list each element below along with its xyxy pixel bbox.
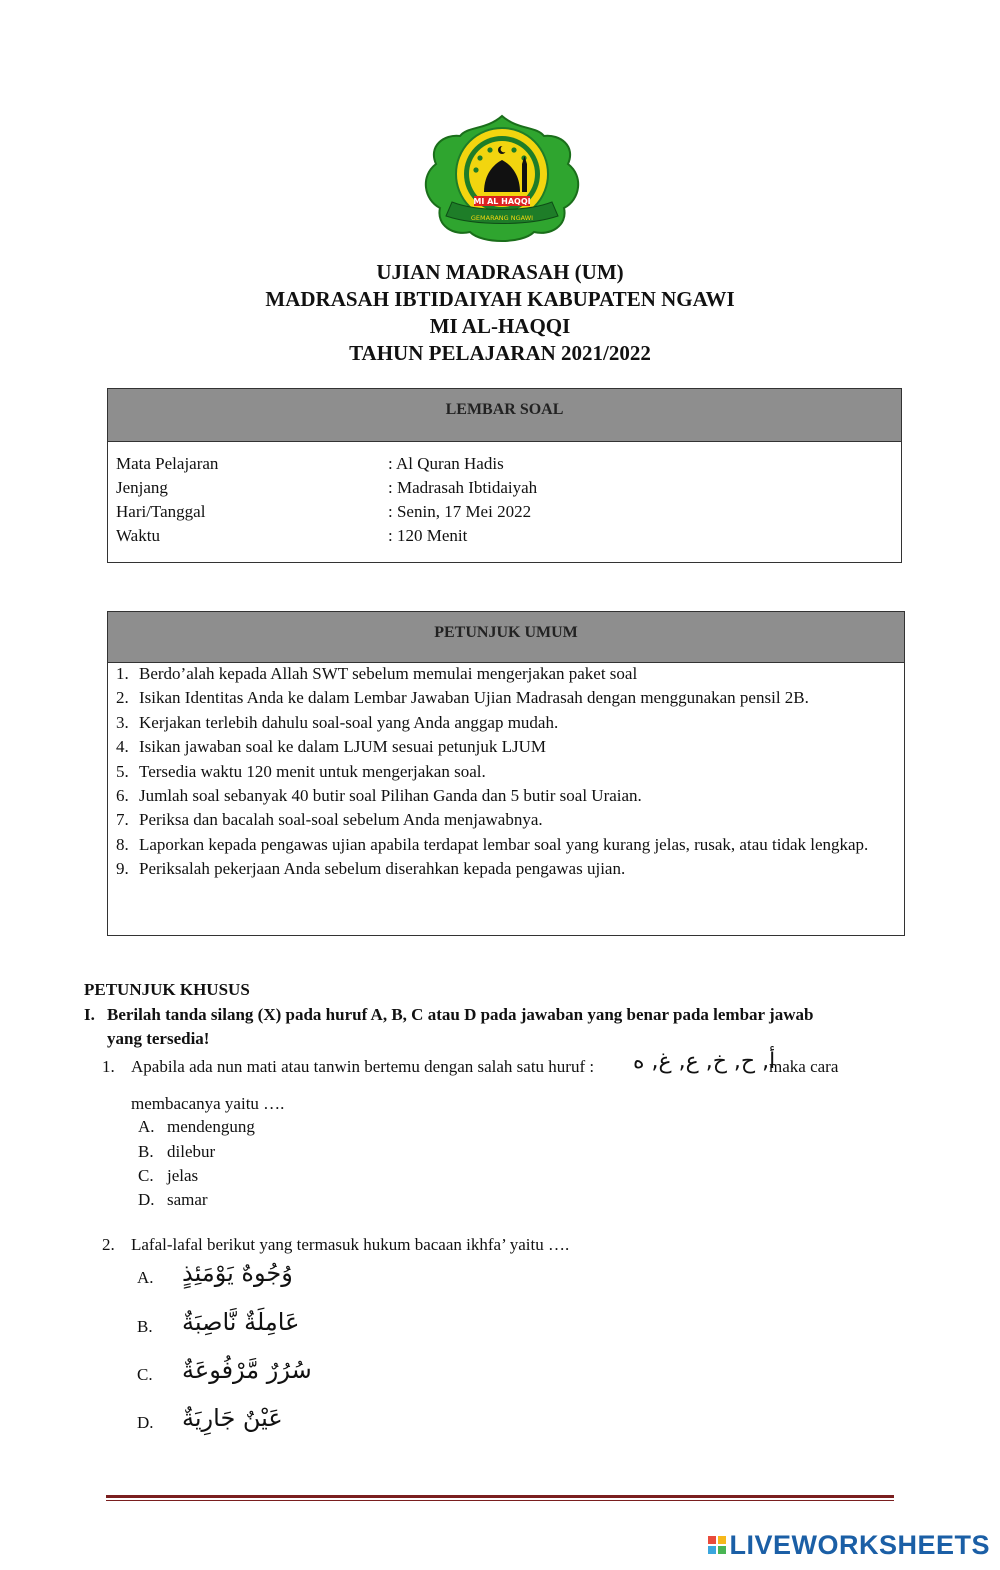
item-number: 7. [116, 810, 129, 830]
info-value: : Al Quran Hadis [388, 454, 504, 473]
info-row [116, 524, 816, 548]
footer-divider [106, 1495, 894, 1498]
option-text: jelas [167, 1166, 199, 1185]
section-number: I. [84, 1005, 95, 1024]
brand-text: LIVEWORKSHEETS [729, 1529, 990, 1560]
footer-divider-thin [106, 1500, 894, 1501]
item-text: Isikan Identitas Anda ke dalam Lembar Jawaban Ujian Madrasah dengan menggunakan pensil 2B. [139, 688, 809, 708]
option-letter: C. [137, 1365, 153, 1384]
option-text: samar [167, 1190, 208, 1209]
question-text-cont: maka cara [769, 1057, 839, 1076]
option-letter: B. [137, 1317, 153, 1336]
option-letter: A. [138, 1117, 155, 1136]
list-item [108, 686, 894, 710]
question-number: 2. [102, 1235, 115, 1254]
list-item [108, 784, 894, 808]
question-text: Lafal-lafal berikut yang termasuk hukum bacaan ikhfa’ yaitu …. [131, 1235, 570, 1254]
option-letter: C. [138, 1166, 154, 1185]
option-arabic: عَيْنٌ جَارِيَةٌ [182, 1404, 283, 1432]
list-item [108, 833, 894, 857]
list-item [108, 808, 894, 832]
petunjuk-umum-box [107, 611, 905, 936]
item-text: Isikan jawaban soal ke dalam LJUM sesuai petunjuk LJUM [139, 737, 546, 757]
petunjuk-khusus-heading: PETUNJUK KHUSUS [84, 980, 250, 999]
option-letter: B. [138, 1142, 154, 1161]
question-text-line2: membacanya yaitu …. [131, 1094, 285, 1113]
svg-text:GEMARANG NGAWI: GEMARANG NGAWI [470, 214, 534, 222]
question-number: 1. [102, 1057, 115, 1076]
list-item [108, 711, 894, 735]
lembar-soal-heading: LEMBAR SOAL [108, 389, 901, 442]
item-text: Kerjakan terlebih dahulu soal-soal yang Anda anggap mudah. [139, 712, 559, 732]
item-number: 3. [116, 712, 129, 732]
item-number: 6. [116, 786, 129, 806]
list-item [108, 662, 894, 686]
item-text: Periksalah pekerjaan Anda sebelum diserahkan kepada pengawas ujian. [139, 859, 626, 879]
question-text: Apabila ada nun mati atau tanwin bertemu dengan salah satu huruf : [131, 1057, 595, 1076]
item-text: Berdo’alah kepada Allah SWT sebelum memulai mengerjakan paket soal [139, 664, 638, 683]
section-instruction-cont: yang tersedia! [107, 1029, 210, 1048]
option-arabic: عَامِلَةٌ نَّاصِبَةٌ [182, 1308, 300, 1336]
info-row [116, 476, 816, 500]
info-key: Waktu [116, 526, 160, 545]
info-row [116, 452, 816, 476]
item-number: 1. [116, 664, 129, 683]
item-text: Tersedia waktu 120 menit untuk mengerjakan soal. [139, 761, 486, 781]
info-key: Hari/Tanggal [116, 502, 206, 521]
item-number: 8. [116, 834, 129, 854]
section-instruction: Berilah tanda silang (X) pada huruf A, B, C atau D pada jawaban yang benar pada lembar jawab [107, 1005, 814, 1024]
madrasah-title: MADRASAH IBTIDAIYAH KABUPATEN NGAWI [265, 287, 735, 311]
general-instructions-list [108, 662, 894, 882]
lembar-soal-box [107, 388, 902, 563]
list-item [108, 760, 894, 784]
liveworksheets-logo-icon [708, 1536, 726, 1554]
info-key: Mata Pelajaran [116, 454, 219, 473]
option-letter: A. [137, 1268, 154, 1287]
svg-text:MI AL HAQQI: MI AL HAQQI [473, 197, 531, 206]
info-row [116, 500, 816, 524]
item-text: Periksa dan bacalah soal-soal sebelum Anda menjawabnya. [139, 810, 543, 830]
option-arabic: سُرُرٌ مَّرْفُوعَةٌ [182, 1356, 312, 1384]
option-text: dilebur [167, 1142, 216, 1161]
item-number: 4. [116, 737, 129, 757]
arabic-letters: أ, ح, خ, ع, غ, ه [633, 1049, 776, 1074]
info-key: Jenjang [116, 478, 168, 497]
option-arabic: وُجُوهٌ يَوْمَئِذٍ [182, 1259, 293, 1287]
option-text: mendengung [167, 1117, 255, 1136]
option-letter: D. [137, 1413, 154, 1432]
item-number: 2. [116, 688, 129, 708]
liveworksheets-brand [708, 1530, 990, 1560]
exam-info [116, 452, 816, 552]
item-text: Laporkan kepada pengawas ujian apabila terdapat lembar soal yang kurang jelas, rusak, atau tidak lengkap. [139, 834, 869, 854]
item-text: Jumlah soal sebanyak 40 butir soal Pilihan Ganda dan 5 butir soal Uraian. [139, 786, 642, 806]
petunjuk-umum-heading: PETUNJUK UMUM [108, 612, 904, 663]
exam-title: UJIAN MADRASAH (UM) [376, 260, 624, 284]
info-value: : Senin, 17 Mei 2022 [388, 502, 532, 521]
item-number: 5. [116, 761, 129, 781]
list-item [108, 857, 894, 881]
list-item [108, 735, 894, 759]
info-value: : 120 Menit [388, 526, 468, 545]
school-emblem-icon [418, 112, 586, 244]
option-letter: D. [138, 1190, 155, 1209]
item-number: 9. [116, 859, 129, 879]
school-name: MI AL-HAQQI [429, 314, 571, 338]
info-value: : Madrasah Ibtidaiyah [388, 478, 538, 497]
academic-year: TAHUN PELAJARAN 2021/2022 [349, 341, 651, 365]
